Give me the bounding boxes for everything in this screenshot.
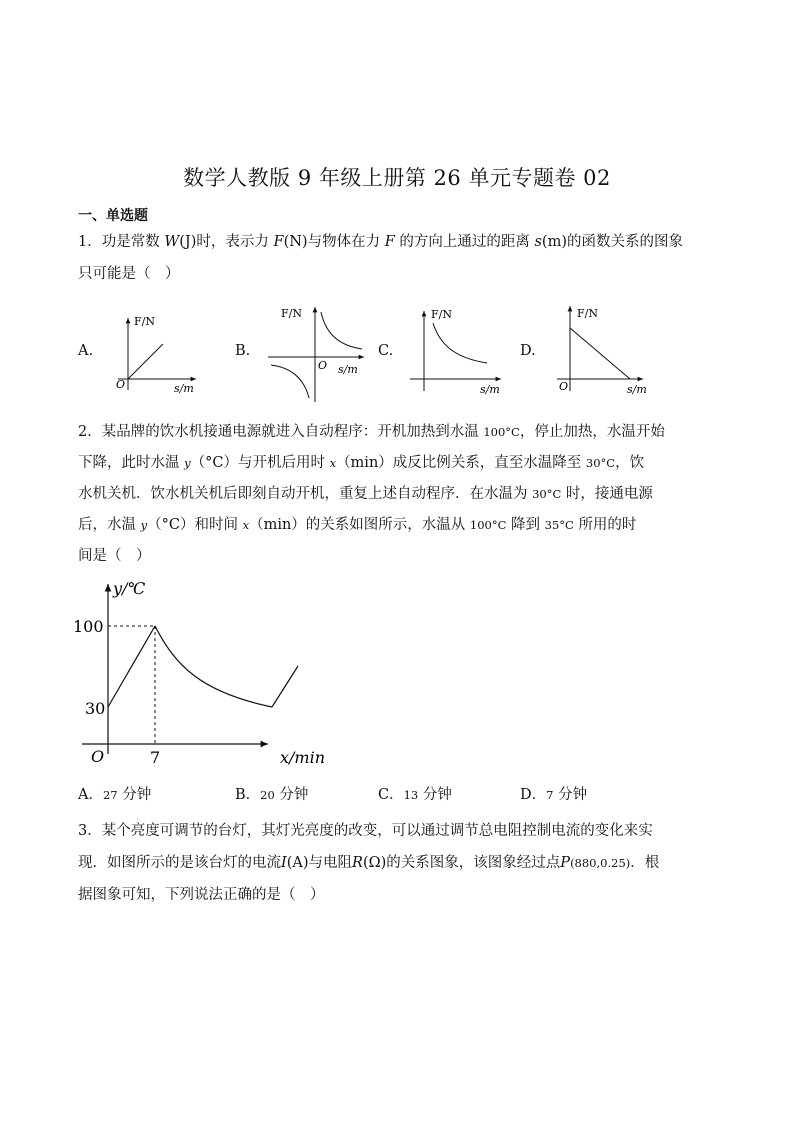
q2-text: （°C）与开机后用时	[190, 455, 325, 471]
q2-line-5: 间是（ ）	[78, 548, 151, 564]
q2-option-unit: 分钟	[122, 787, 152, 803]
q2-text: 后，水温	[78, 517, 136, 533]
q2-value: 100°C	[483, 425, 520, 439]
q2-option-unit: 分钟	[558, 787, 588, 803]
q2-option-label: C．	[378, 787, 404, 803]
q2-text: ，停止加热，水温开始	[519, 424, 665, 440]
q2-text: 下降，此时水温	[78, 455, 180, 471]
q2-text: （°C）和时间	[147, 517, 238, 533]
q2-option-label: A．	[78, 787, 103, 803]
q1-var-w: W	[164, 234, 180, 250]
q1-text: 1．功是常数	[78, 234, 165, 250]
q2-text: 水机关机．饮水机关机后即刻自动开机，重复上述自动程序．在水温为	[78, 486, 528, 502]
q1-graph-b-branch-1	[321, 312, 362, 349]
q2-xtick-7: 7	[150, 748, 161, 767]
q1-graph-d-line	[570, 328, 630, 379]
q1-text: (J)时，表示力	[179, 234, 274, 250]
q2-option-value: 13	[403, 788, 419, 802]
q1-graph-b-f-label: F/N	[281, 307, 302, 320]
q2-heating-line	[108, 626, 155, 707]
q3-text: 现．如图所示的是该台灯的电流	[78, 855, 281, 871]
q2-ylabel: y/℃	[113, 579, 146, 598]
q1-option-c-label: C.	[378, 343, 394, 359]
q2-text: ，饮	[615, 455, 645, 471]
q2-graph	[0, 570, 794, 775]
q1-graph-c-s-label: s/m	[480, 383, 500, 396]
q2-text: 降到	[511, 517, 541, 533]
q3-var-r: R	[352, 855, 363, 871]
q3-var-p: P	[560, 855, 571, 871]
q1-graph-b-origin: O	[318, 359, 328, 372]
q3-var-i: I	[281, 855, 287, 871]
q2-value: 30°C	[532, 487, 562, 501]
q2-text: 时，接通电源	[565, 486, 653, 502]
q2-text: 所用的时	[578, 517, 637, 533]
q1-option-d-label: D.	[520, 343, 536, 359]
q3-line-1: 3．某个亮度可调节的台灯，其灯光亮度的改变，可以通过调节总电阻控制电流的变化来实	[78, 823, 653, 839]
q2-line-2	[78, 453, 644, 473]
q2-var-x: x	[242, 518, 250, 532]
q2-origin: O	[91, 747, 105, 766]
q2-xlabel: x/min	[280, 748, 326, 767]
q2-value: 35°C	[544, 518, 574, 532]
q2-value: 30°C	[585, 456, 616, 470]
q1-graph-a-s-label: s/m	[174, 382, 194, 395]
q1-graph-d-s-label: s/m	[627, 383, 647, 396]
q1-graph-d	[557, 306, 647, 396]
q1-text: (N)与物体在力	[283, 234, 385, 250]
q1-option-b-label: B.	[235, 343, 251, 359]
q1-text: 的方向上通过的距离	[394, 234, 535, 250]
q2-option-c	[378, 785, 452, 805]
q1-graph-a	[116, 315, 196, 395]
q3-text: (Ω)的关系图象，该图象经过点	[362, 855, 561, 871]
q2-option-b	[235, 785, 308, 805]
q2-option-a	[78, 785, 151, 805]
q1-graph-c-curve	[433, 323, 487, 363]
q2-ytick-100: 100	[73, 617, 104, 636]
q2-cooling-curve	[155, 626, 272, 707]
q2-option-label: D．	[520, 787, 547, 803]
q1-graph-b-branch-2	[271, 365, 309, 398]
q3-text: ．根	[630, 855, 660, 871]
q1-var-s: s	[534, 234, 542, 250]
q1-graph-d-origin: O	[559, 380, 569, 393]
q3-point: (880,0.25)	[570, 856, 631, 870]
section-heading: 一、单选题	[78, 208, 148, 224]
q2-line-1	[78, 422, 665, 442]
q2-option-value: 7	[546, 788, 554, 802]
q3-text: (A)与电阻	[286, 855, 353, 871]
q3-line-3: 据图象可知，下列说法正确的是（ ）	[78, 887, 325, 903]
q2-var-y: y	[140, 518, 148, 532]
q2-option-label: B．	[235, 787, 261, 803]
q2-var-y: y	[184, 456, 191, 470]
q1-graph-a-line	[128, 344, 163, 379]
q1-graph-b-s-label: s/m	[338, 363, 358, 376]
q1-graph-a-f-label: F/N	[134, 315, 155, 328]
q2-option-unit: 分钟	[422, 787, 452, 803]
q2-option-unit: 分钟	[279, 787, 309, 803]
q3-line-2	[78, 853, 659, 873]
q1-graph-d-f-label: F/N	[577, 307, 598, 320]
q2-option-d	[520, 785, 587, 805]
q1-option-a-label: A.	[78, 343, 94, 359]
q1-var-f: F	[273, 234, 284, 250]
q2-line-4	[78, 515, 636, 535]
q2-line-3	[78, 484, 653, 504]
q2-option-value: 20	[260, 788, 275, 802]
q1-graph-a-origin: O	[116, 378, 126, 391]
q2-value: 100°C	[469, 518, 507, 532]
q1-graph-b	[268, 307, 364, 402]
q2-ytick-30: 30	[85, 699, 106, 718]
q1-graph-c-f-label: F/N	[431, 308, 452, 321]
q2-reheat-line	[272, 666, 298, 707]
q2-text: （min）的关系如图所示，水温从	[249, 517, 466, 533]
q1-text: (m)的函数关系的图象	[541, 234, 683, 250]
page-title: 数学人教版 9 年级上册第 26 单元专题卷 02	[183, 166, 611, 190]
q2-option-value: 27	[102, 788, 118, 802]
q1-var-f: F	[384, 234, 395, 250]
q2-text: （min）成反比例关系，直至水温降至	[336, 455, 582, 471]
q1-line-2: 只可能是（ ）	[78, 266, 180, 282]
q1-graph-c	[410, 308, 501, 396]
q2-var-x: x	[329, 456, 337, 470]
q2-text: 2．某品牌的饮水机接通电源就进入自动程序：开机加热到水温	[78, 424, 479, 440]
q1-option-graphs	[0, 0, 794, 420]
